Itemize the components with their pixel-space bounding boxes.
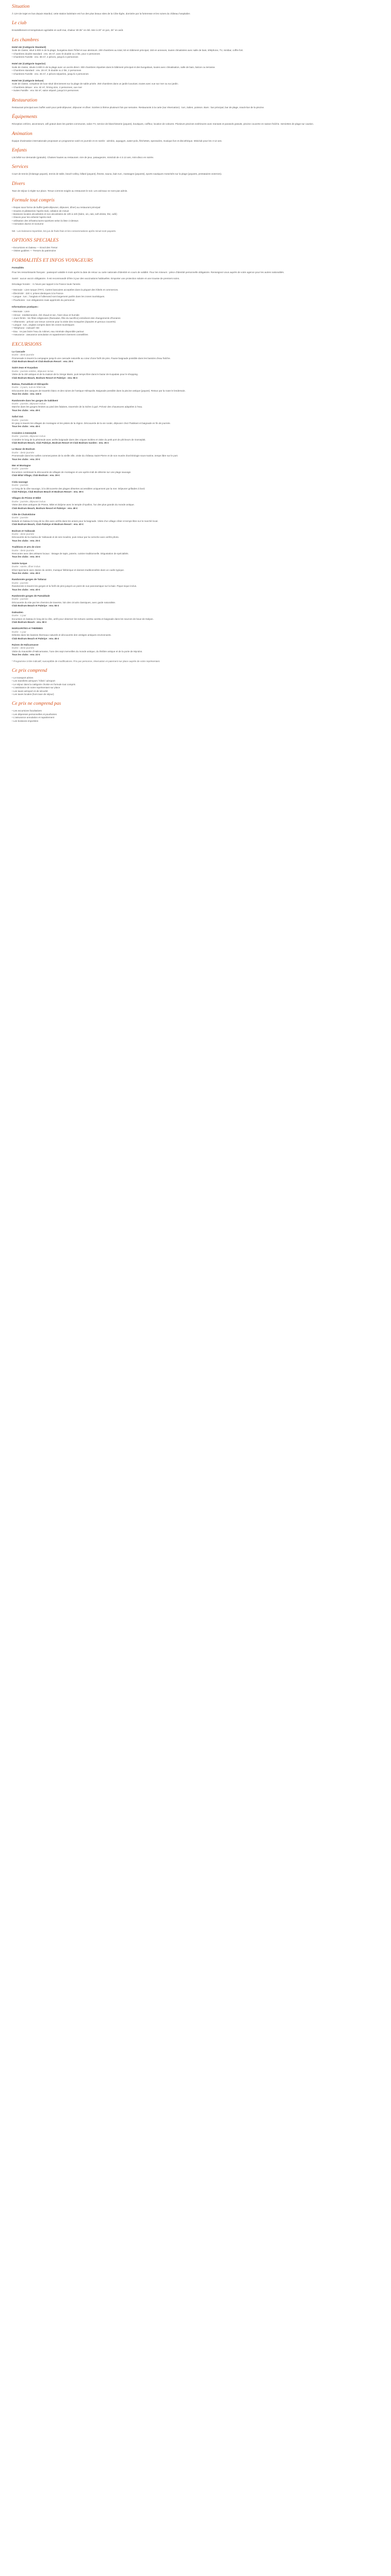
chambres-block — [12, 79, 380, 93]
infos-item: • Téléphone : indicatif +90 — [12, 327, 380, 330]
excursion-name: Ciola sauvage — [12, 480, 28, 483]
formalites-item: • Électricité : 220 V, prises identiques à la France. — [12, 292, 380, 295]
excursion-description: Excursion combinant la découverte de villages de montagne et une après-midi de détente sur une plage sauvage. — [12, 470, 132, 473]
prix-compris-item: • Les taxes locales (hors taxe de séjour) — [12, 693, 380, 696]
excursion-duration: Durée : 1 jour — [12, 614, 26, 617]
formalites-subtitle: Formalités — [12, 266, 24, 269]
excursion-item — [12, 350, 380, 364]
prix-non-compris-item: • L'assurance annulation et rapatriement — [12, 716, 380, 719]
formule-section — [12, 198, 380, 233]
excursion-name: Randonnée gorges de Tattaraz — [12, 578, 46, 581]
excursions-heading: EXCURSIONS — [12, 342, 42, 347]
specifics-section — [12, 238, 380, 253]
excursion-description: Marche dans les gorges étroites au pied des falaises, traversée de la rivière à gué. Prévoir des chaussures adaptées à l'eau. — [12, 405, 143, 409]
excursion-price: Club Milat Village, Club Bodrum : env. 39 € — [12, 474, 60, 477]
prix-compris-item: • Les transferts aéroport / hôtel / aéroport — [12, 680, 380, 683]
equipements-section — [12, 114, 380, 126]
prix-compris-section — [12, 668, 380, 696]
excursion-description: Le long de la côte sauvage, à la découverte des plages désertes accessibles uniquement par la mer. Déjeuner grillades à bord. — [12, 487, 145, 490]
excursion-duration: Durée : journée, déjeuner inclus — [12, 402, 46, 405]
excursion-description: Découverte du site par les chemins de traverse, loin des circuits classiques, avec guide naturaliste. — [12, 601, 116, 604]
formalites-item: • Pourboires : non obligatoires mais appréciés du personnel. — [12, 299, 380, 302]
excursion-description: Visite du mausolée d'Halicarnasse, l'une des sept merveilles du monde antique, du théâtre antique et de la porte de Myndos. — [12, 650, 143, 653]
excursion-duration: Durée : 2 jours, nuit en hôtel 4★ — [12, 386, 46, 389]
formule-heading: Formule tout compris — [12, 198, 55, 204]
excursion-duration: Durée : demi-journée — [12, 451, 35, 454]
chambres-block-title: Hotel 4★ (Catégorie Superior) — [12, 62, 46, 65]
restauration-text: Restaurant principal avec buffet varié pour petit-déjeuner, déjeuner et dîner. Soirées à thème plusieurs fois par semaine. Restaurants à la carte (sur réservation) : turc, italien, poisson. Bars : bar principal, bar de plage, snack-bar de la piscine. — [12, 106, 265, 109]
formalites-paragraph: Décalage horaire : +1 heure par rapport à la France toute l'année. — [12, 283, 81, 285]
excursion-description: Balade en bateau le long de la côte avec arrêts dans les anses pour la baignade. Visite d'un village côtier et temps libre sur le marché local. — [12, 519, 158, 522]
divers-section — [12, 181, 380, 193]
excursion-item — [12, 595, 380, 608]
excursion-description: Découverte des vasques de travertin blanc et des ruines de l'antique Hiérapolis. Baignade possible dans la piscine antique (payant). Retour par la route le lendemain. — [12, 389, 186, 392]
excursion-description: Croisière le long de la péninsule avec arrêts baignade dans des criques isolées et visite du petit port de pêcheurs de Gümüşlük. — [12, 438, 146, 441]
infos-item: • Assurance : assurance annulation et rapatriement vivement conseillées — [12, 333, 380, 336]
specifics-heading: OPTIONS SPECIALES — [12, 238, 59, 243]
excursion-name: Mer et Montagne — [12, 464, 31, 467]
excursion-duration: Durée : journée — [12, 581, 28, 584]
excursion-duration: Durée : journée, déjeuner inclus — [12, 435, 46, 438]
excursion-name: Côte de Chalcédoine — [12, 513, 36, 516]
excursion-item — [12, 464, 380, 478]
chambres-block-title: Hotel 4★ (Catégorie Standard) — [12, 45, 46, 48]
formalites-list — [12, 289, 380, 302]
chambres-block-body: Suite de classe, complexe de luxe situé directement sur la plage de sable privée. 250 chambres dans un jardin luxuriant, toutes avec vue sur mer ou sur jardin. — [12, 82, 179, 86]
prix-non-compris-section — [12, 701, 380, 723]
excursion-price: Club Bodrum Beach, Bodrum Resort et Palmiye : env. 49 € — [12, 506, 78, 510]
services-text: Court de tennis (éclairage payant), tennis de table, beach-volley, billard (payant), fitness, sauna, bain turc, massages (payants), sports nautiques motorisés sur la plage (payants, prestataires externes). — [12, 173, 222, 176]
excursion-price: Tous les clubs : env. 30 € — [12, 555, 40, 558]
excursion-price: Club Bodrum Beach : env. 59 € — [12, 620, 47, 623]
excursion-price: Tous les clubs : env. 45 € — [12, 425, 40, 428]
prix-compris-list — [12, 676, 380, 696]
excursion-name: Safari 4x4 — [12, 415, 23, 418]
excursion-item — [12, 546, 380, 559]
excursion-description: Randonnée à travers les gorges et la forêt de pins jusqu'à un point de vue panoramique sur la baie. Pique-nique inclus. — [12, 585, 137, 588]
infos-item: • Jours fériés : les fêtes religieuses (Ramadan, fête du sacrifice) entraînent des changements d'horaires — [12, 317, 380, 320]
chambres-block-title: Hotel 5★ (Catégorie Deluxe) — [12, 79, 44, 82]
excursion-name: Saint-Jean et Kuşadası — [12, 366, 38, 369]
excursion-name: Dalmatien — [12, 611, 23, 614]
excursion-price: Club Bodrum Beach, Bodrum Resort et Palmiye : env. 55 € — [12, 376, 78, 379]
divers-heading: Divers — [12, 181, 25, 187]
infos-list — [12, 310, 380, 336]
animation-section — [12, 131, 380, 143]
infos-item: • Langue : turc, anglais compris dans les zones touristiques — [12, 324, 380, 327]
prix-compris-heading: Ce prix comprend — [12, 668, 47, 673]
excursion-name: Le Bazar de Bodrum — [12, 448, 35, 451]
excursions-note: * Programme à titre indicatif, susceptible de modifications. Prix par personne, réservation et paiement sur place auprès de votre représentant. — [12, 659, 160, 663]
chambres-block-body: Suite de classe, située à 600 m de la plage avec un accès direct. 300 chambres réparties dans le bâtiment principal et des bungalows, toutes avec climatisation, salle de bain, balcon ou terrasse. — [12, 65, 216, 69]
chambres-item: • Chambres double standard : env. 26 m², avec lit double ou 2 lits, pour 2 personnes — [12, 53, 380, 56]
excursion-name: Bodrum et Yalıkavak — [12, 529, 35, 532]
infos-item: • Vêtements : prévoir une tenue correcte pour la visite des mosquées (épaules et genoux couverts) — [12, 320, 380, 324]
formalites-paragraph: Santé : aucun vaccin obligatoire. Il est recommandé d'être à jour des vaccinations habituelles. Emporter une protection solaire et une trousse de premiers soins. — [12, 277, 180, 280]
excursion-description: Détente dans les bassins thermaux naturels et découverte des vestiges antiques environnants. — [12, 634, 111, 637]
prix-non-compris-item: • Les dépenses personnelles et pourboires — [12, 713, 380, 716]
chambres-item: • Chambres deluxe : env. 32 m², lit king size, 2 personnes, vue mer — [12, 86, 380, 89]
formalites-item: • Monnaie : Livre turque (TRY). Cartes bancaires acceptées dans la plupart des hôtels et commerces. — [12, 289, 380, 292]
services-heading: Services — [12, 164, 28, 170]
climat-text: Ensoleillement et température agréable en avril-mai, chaleur 30-35° en été. Mer à 20° en juin, 25° en août. — [12, 29, 124, 32]
excursion-description: Visite de la cité antique et de la maison de la Vierge Marie, puis temps libre dans le bazar de Kuşadası pour le shopping. — [12, 373, 138, 376]
excursion-duration: Durée : demi-journée — [12, 532, 35, 535]
restauration-section — [12, 98, 380, 109]
excursion-description: Découverte de la marina de Yalıkavak et de ses moulins, puis retour par la corniche avec arrêts photo. — [12, 536, 119, 539]
excursion-name: Soirée turque — [12, 562, 27, 565]
infos-item: • Eau : ne pas boire l'eau du robinet, eau minérale disponible partout — [12, 330, 380, 333]
excursion-price: Tous les clubs : env. 45 € — [12, 572, 40, 575]
excursion-item — [12, 399, 380, 413]
excursion-item — [12, 627, 380, 640]
chambres-item: • Chambres Famille : env. 38 m², 2 pièces, jusqu'à 4 personnes — [12, 56, 380, 59]
formule-item: • Utilisation des infrastructures sportives selon la liste ci-dessus — [12, 219, 380, 223]
excursion-price: Tous les clubs : env. 22 € — [12, 653, 40, 656]
excursion-description: Dîner-spectacle avec danse du ventre, musique folklorique et danses traditionnelles dans un cadre typique. — [12, 568, 125, 571]
prix-non-compris-list — [12, 709, 380, 723]
prix-compris-item: • Le séjour dans la catégorie choisie en formule tout compris — [12, 683, 380, 686]
excursion-item — [12, 481, 380, 494]
situation-section — [12, 4, 380, 15]
excursion-name: Traditions et arts de vivre — [12, 546, 41, 549]
divers-text: Taxe de séjour à régler sur place. Tenue correcte exigée au restaurant le soir. Les animaux ne sont pas admis. — [12, 189, 128, 192]
chambres-item: • Chambres standard : env. 28 m², lit double ou 2 lits, 2 personnes — [12, 69, 380, 72]
excursion-duration: Durée : journée — [12, 484, 28, 487]
excursion-description: Excursion en bateau le long de la côte, arrêt pour observer les tortues caretta caretta et baignade dans les sources de boue de Dalyan. — [12, 617, 154, 620]
excursion-item — [12, 611, 380, 624]
excursion-item — [12, 383, 380, 396]
excursion-price: Tous les clubs : env. 40 € — [12, 588, 40, 591]
infos-item: • Monnaie : Livre — [12, 310, 380, 313]
excursions-section — [12, 342, 380, 663]
chambres-section — [12, 38, 380, 93]
excursion-item — [12, 513, 380, 527]
formalites-section — [12, 258, 380, 302]
excursion-item — [12, 432, 380, 445]
excursion-name: MARGARITES et THERMES — [12, 627, 43, 630]
excursion-item — [12, 578, 380, 591]
excursion-duration: Durée : journée — [12, 516, 28, 519]
prix-non-compris-item: • Les boissons importées — [12, 720, 380, 723]
climat-heading: Le ciub — [12, 21, 27, 26]
enfants-text: Lits bébé sur demande (gratuits). Chaises hautes au restaurant. Aire de jeux, pataugeoire, miniclub de 4 à 12 ans, mini-disco en soirée. — [12, 156, 154, 159]
enfants-heading: Enfants — [12, 147, 27, 153]
prix-compris-item: • Les taxes aéroport et de sécurité — [12, 690, 380, 693]
restauration-heading: Restauration — [12, 97, 38, 103]
excursion-name: Bateau, Pamukkale et Hiérapolis — [12, 382, 48, 385]
chambres-heading: Les chambres — [12, 37, 39, 43]
excursion-description: Promenade à travers la campagne jusqu'à une cascade naturelle au cœur d'une forêt de pins. Pause baignade possible dans les bassins d'eau fraîche. — [12, 357, 171, 360]
excursion-item — [12, 643, 380, 657]
chambres-item: • Chambres Famille : env. 45 m², 2 pièces séparées, jusqu'à 4 personnes — [12, 73, 380, 76]
excursion-item — [12, 448, 380, 461]
excursion-price: Tous les clubs : env. 25 € — [12, 539, 40, 542]
excursion-duration: Durée : journée — [12, 418, 28, 421]
specifics-item: • Excursions en bateau — Envol des Tresor — [12, 246, 380, 249]
chambres-item: • Suites Famille : env. 55 m², salon séparé, jusqu'à 5 personnes — [12, 89, 380, 92]
excursion-name: Villages de Priene et Milet — [12, 497, 41, 500]
excursion-duration: Durée : journée entière, déjeuner inclus — [12, 369, 54, 372]
equipements-text: Réception 24h/24, ascenseurs, wifi gratuit dans les parties communes, salon TV, service de blanchisserie (payant), boutiques, coiffeur, location de voitures. Plusieurs piscines extérieures avec transats et parasols gratuits, piscine couverte en saison fraîche. Serviettes de plage sur caution. — [12, 123, 314, 126]
excursion-duration: Durée : demi-journée — [12, 647, 35, 650]
excursion-duration: Durée : journée — [12, 598, 28, 601]
formalites-item: • Langue : turc ; l'anglais et l'allemand sont largement parlés dans les zones touristiques. — [12, 295, 380, 298]
excursion-price: Club Bodrum Beach, Club Palmiye, Bodrum Resort et Club Bodrum Garden : env. 35 € — [12, 442, 109, 445]
excursion-price: Club Bodrum Beach et Palmiye : env. 45 € — [12, 637, 59, 640]
excursion-name: Randonnée gorges de Pamukkale — [12, 595, 50, 598]
excursion-item — [12, 415, 380, 429]
excursion-description: Rencontre avec des artisans locaux : tissage de tapis, poterie, cuisine traditionnelle. Dégustation de spécialités. — [12, 552, 129, 555]
specifics-item: • Visites guidées — Tresors du patrimoine — [12, 249, 380, 252]
situation-heading: Situation — [12, 4, 30, 9]
services-section — [12, 164, 380, 176]
excursion-duration: Durée : journée, déjeuner inclus — [12, 500, 46, 503]
enfants-section — [12, 148, 380, 159]
specifics-list — [12, 246, 380, 253]
excursion-name: Randonnée dans les gorges de Saklıkent — [12, 399, 58, 402]
excursion-list — [12, 350, 380, 657]
excursion-price: Tous les clubs : env. 20 € — [12, 457, 40, 461]
climat-section — [12, 21, 380, 32]
excursion-name: Croisière à Gümüşlük — [12, 431, 37, 434]
formalites-paragraph: Pour les ressortissants français : passeport valable 6 mois après la date de retour ou carte nationale d'identité en cours de validité. Pour les mineurs : pièce d'identité personnelle obligatoire. Renseignez-vous auprès de votre agence pour les autres nationalités. — [12, 271, 285, 274]
formule-item: • Snacks et pâtisseries l'après-midi, collation de minuit — [12, 210, 380, 213]
excursion-duration: Durée : demi-journée — [12, 353, 35, 357]
animation-heading: Animation — [12, 131, 32, 137]
infos-section — [12, 306, 380, 337]
excursion-item — [12, 366, 380, 380]
excursion-duration: Durée : journée — [12, 467, 28, 470]
animation-text: Équipe d'animation internationale proposant un programme varié en journée et en soirée : aérobic, aquagym, water-polo, fléchettes, spectacles, musique live et discothèque. Miniclub pour les 4-12 ans. — [12, 139, 222, 142]
excursion-price: Tous les clubs : env. 115 € — [12, 393, 42, 396]
excursion-price: Club Bodrum Beach et Palmiye : env. 55 € — [12, 604, 59, 607]
excursion-price: Tous les clubs : env. 49 € — [12, 409, 40, 412]
chambres-block — [12, 62, 380, 76]
situation-text: À 12H de trajet en bus depuis Istanbul, cette station balnéaire est l'un des plus beaux sites de la Côte Égée, dominée par la forteresse et les ruines du château hospitalier. — [12, 12, 191, 15]
excursion-description: Promenade dans les ruelles commerçantes de la vieille ville, visite du château Saint-Pierre et de son musée d'archéologie sous-marine, temps libre sur le port. — [12, 454, 178, 457]
prix-compris-item: • L'assistance de notre représentant sur place — [12, 686, 380, 689]
excursion-item — [12, 562, 380, 575]
prix-non-compris-heading: Ce prix ne comprend pas — [12, 701, 61, 707]
equipements-heading: Équipements — [12, 114, 38, 120]
formule-list — [12, 206, 380, 226]
excursion-price: Club Bodrum Beach, Club Palmiye et Bodrum Resort : env. 40 € — [12, 523, 84, 526]
excursion-name: Ruines de Halicarnasse — [12, 643, 39, 646]
excursion-item — [12, 530, 380, 543]
formule-item: • Boissons locales alcoolisées et non alcoolisées de 10h à 24h (bière, vin, raki, soft drinks, thé, café) — [12, 213, 380, 216]
prix-non-compris-item: • Les excursions facultatives — [12, 709, 380, 713]
formule-item: • Animation diurne et nocturne — [12, 223, 380, 226]
excursion-item — [12, 497, 380, 510]
excursion-duration: Durée : demi-journée — [12, 549, 35, 552]
excursion-price: Club Palmiye, Club Bodrum Beach et Bodrum Resort : env. 39 € — [12, 490, 84, 493]
prix-compris-item: • Le transport aérien — [12, 676, 380, 680]
chambres-block — [12, 46, 380, 59]
excursion-duration: Durée : soirée, dîner inclus — [12, 565, 40, 568]
formalites-heading: FORMALITÉS ET INFOS VOYAGEURS — [12, 258, 93, 263]
excursion-description: En jeep à travers les villages de montagne et les pistes de la région. Découverte de la vie rurale, déjeuner chez l'habitant et baignade en fin de journée. — [12, 422, 171, 425]
formule-item: • Glaces pour les enfants l'après-midi — [12, 216, 380, 219]
excursion-description: Visite des sites antiques de Priene, Milet et Didyme avec le temple d'Apollon, l'un des plus grands du monde antique. — [12, 503, 135, 506]
excursion-duration: Durée : 1 jour — [12, 630, 26, 633]
infos-item: • Climat : méditerranéen, été chaud et sec, hiver doux et humide — [12, 314, 380, 317]
excursion-name: La Cascade — [12, 350, 25, 353]
chambres-block-body: Suite de classe, situé à 800 m de la plage, bungalow dans l'hôtel et aux alentours. 200 chambres au total, 50 en bâtiment principal, 150 en annexes, toutes climatisées avec salle de bain, téléphone, TV, minibar, coffre-fort. — [12, 49, 243, 52]
formule-note: NB : Les boissons importées, les jus de fruits frais et les consommations après minuit sont payants. — [12, 229, 117, 232]
infos-heading: Informations pratiques : — [12, 306, 39, 309]
excursion-price: Club Bodrum Beach et Club Bodrum Resort : env. 25 € — [12, 360, 73, 363]
formule-item: • Repas sous forme de buffet (petit-déjeuner, déjeuner, dîner) au restaurant principal — [12, 206, 380, 209]
